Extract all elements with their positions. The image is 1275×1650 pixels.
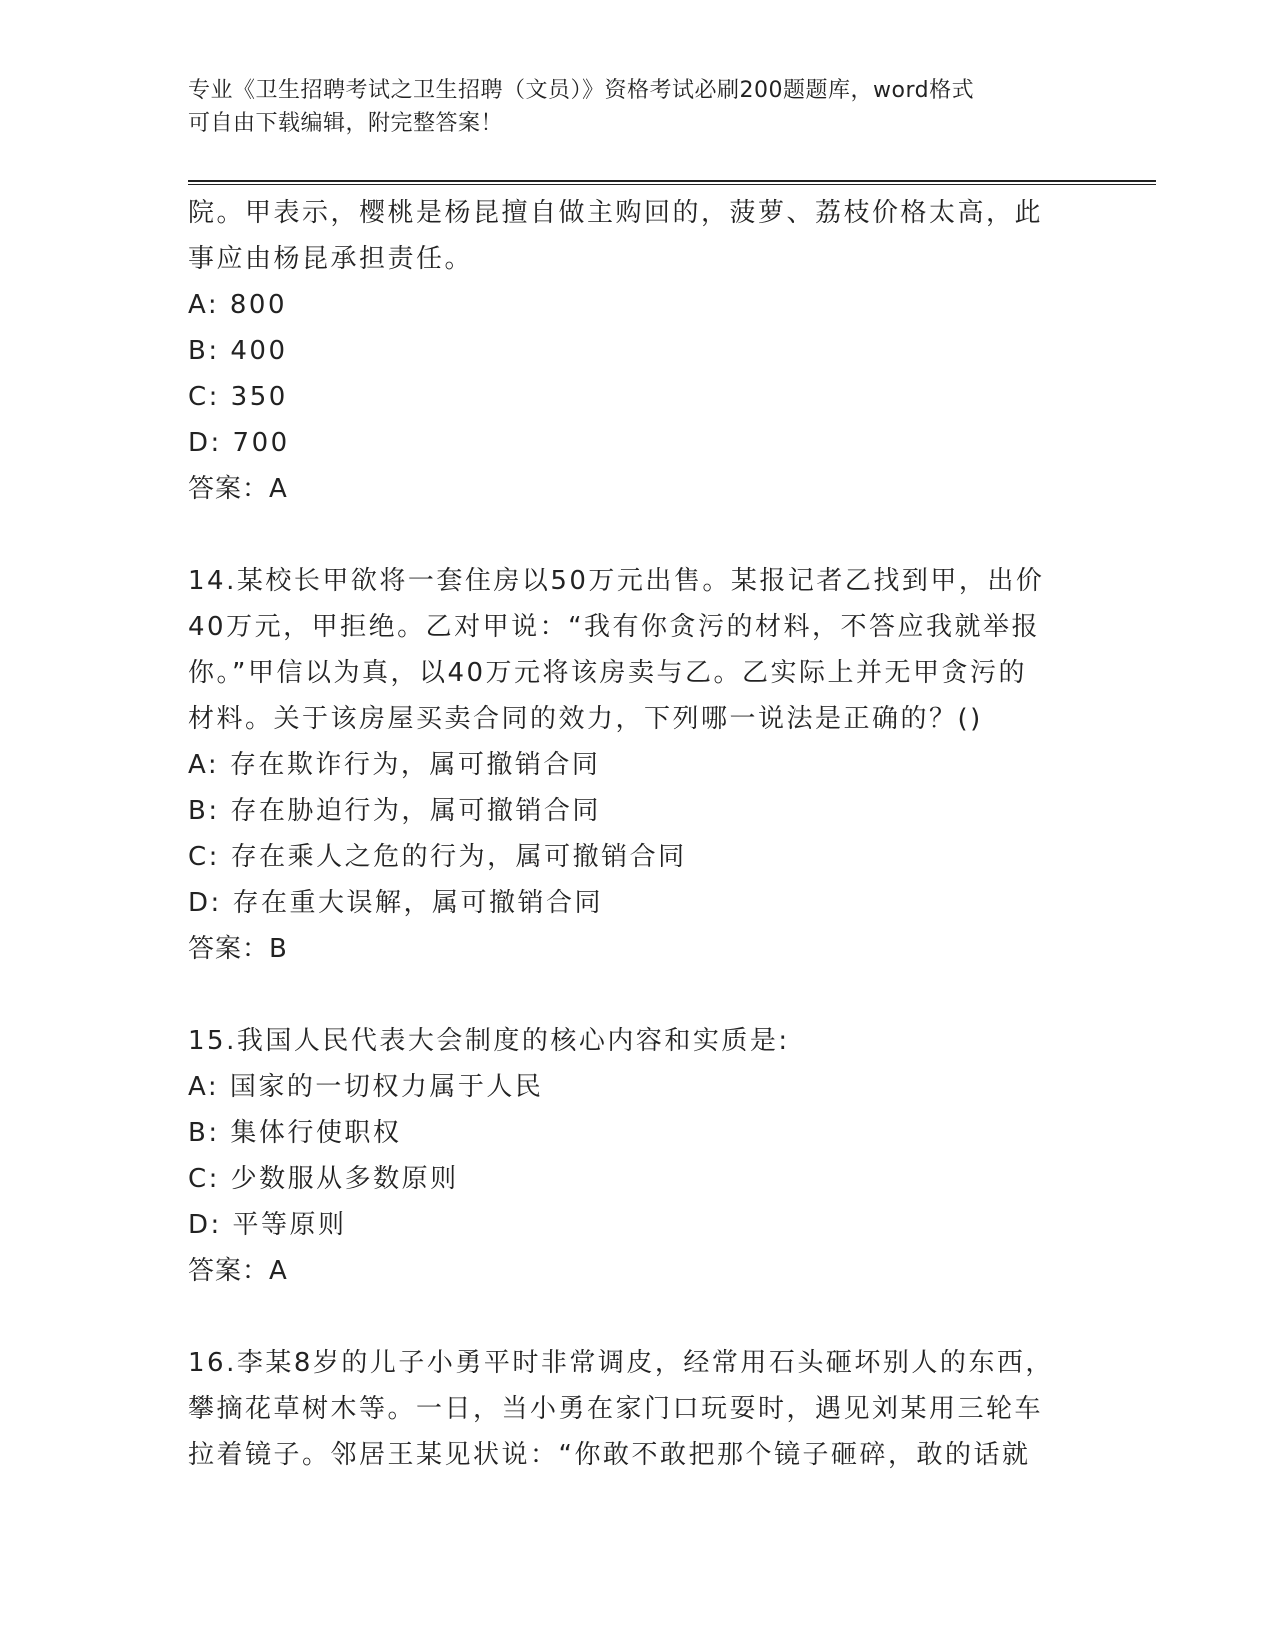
spacer xyxy=(188,512,1088,558)
question-15 xyxy=(188,1018,1088,1294)
question-stem-line: 拉着镜子。邻居王某见状说：“你敢不敢把那个镜子砸碎，敢的话就 xyxy=(188,1440,1031,1470)
question-stem-line: 14.某校长甲欲将一套住房以50万元出售。某报记者乙找到甲，出价 xyxy=(188,566,1045,596)
question-stem-line: 15.我国人民代表大会制度的核心内容和实质是: xyxy=(188,1026,790,1056)
option-a: A: 800 xyxy=(188,290,287,320)
document-body xyxy=(188,190,1088,1478)
header-rule-thin xyxy=(188,184,1156,185)
option-d: D: 存在重大误解，属可撤销合同 xyxy=(188,888,604,918)
header-line-2: 可自由下载编辑，附完整答案！ xyxy=(188,111,504,136)
question-14 xyxy=(188,558,1088,972)
question-stem-line: 事应由杨昆承担责任。 xyxy=(188,244,474,274)
answer-line: 答案：A xyxy=(188,474,288,504)
spacer xyxy=(188,972,1088,1018)
option-a: A: 存在欺诈行为，属可撤销合同 xyxy=(188,750,601,780)
question-stem-line: 攀摘花草树木等。一日，当小勇在家门口玩耍时，遇见刘某用三轮车 xyxy=(188,1394,1044,1424)
option-c: C: 350 xyxy=(188,382,288,412)
document-header xyxy=(188,74,1088,140)
question-stem-line: 16.李某8岁的儿子小勇平时非常调皮，经常用石头砸坏别人的东西， xyxy=(188,1348,1054,1378)
answer-line: 答案：B xyxy=(188,934,288,964)
option-b: B: 400 xyxy=(188,336,288,366)
spacer xyxy=(188,1294,1088,1340)
option-b: B: 存在胁迫行为，属可撤销合同 xyxy=(188,796,601,826)
option-b: B: 集体行使职权 xyxy=(188,1118,402,1148)
question-stem-line: 院。甲表示，樱桃是杨昆擅自做主购回的，菠萝、荔枝价格太高，此 xyxy=(188,198,1044,228)
question-13 xyxy=(188,190,1088,512)
question-stem-line: 材料。关于该房屋买卖合同的效力，下列哪一说法是正确的？() xyxy=(188,704,983,734)
question-stem-line: 你。”甲信以为真，以40万元将该房卖与乙。乙实际上并无甲贪污的 xyxy=(188,658,1028,688)
option-c: C: 少数服从多数原则 xyxy=(188,1164,459,1194)
option-d: D: 700 xyxy=(188,428,290,458)
header-rule-thick xyxy=(188,180,1156,182)
question-stem-line: 40万元，甲拒绝。乙对甲说：“我有你贪污的材料，不答应我就举报 xyxy=(188,612,1041,642)
question-16 xyxy=(188,1340,1088,1478)
answer-line: 答案：A xyxy=(188,1256,288,1286)
option-a: A: 国家的一切权力属于人民 xyxy=(188,1072,544,1102)
header-line-1: 专业《卫生招聘考试之卫生招聘（文员）》资格考试必刷200题题库，word格式 xyxy=(188,78,975,103)
option-d: D: 平等原则 xyxy=(188,1210,347,1240)
option-c: C: 存在乘人之危的行为，属可撤销合同 xyxy=(188,842,687,872)
